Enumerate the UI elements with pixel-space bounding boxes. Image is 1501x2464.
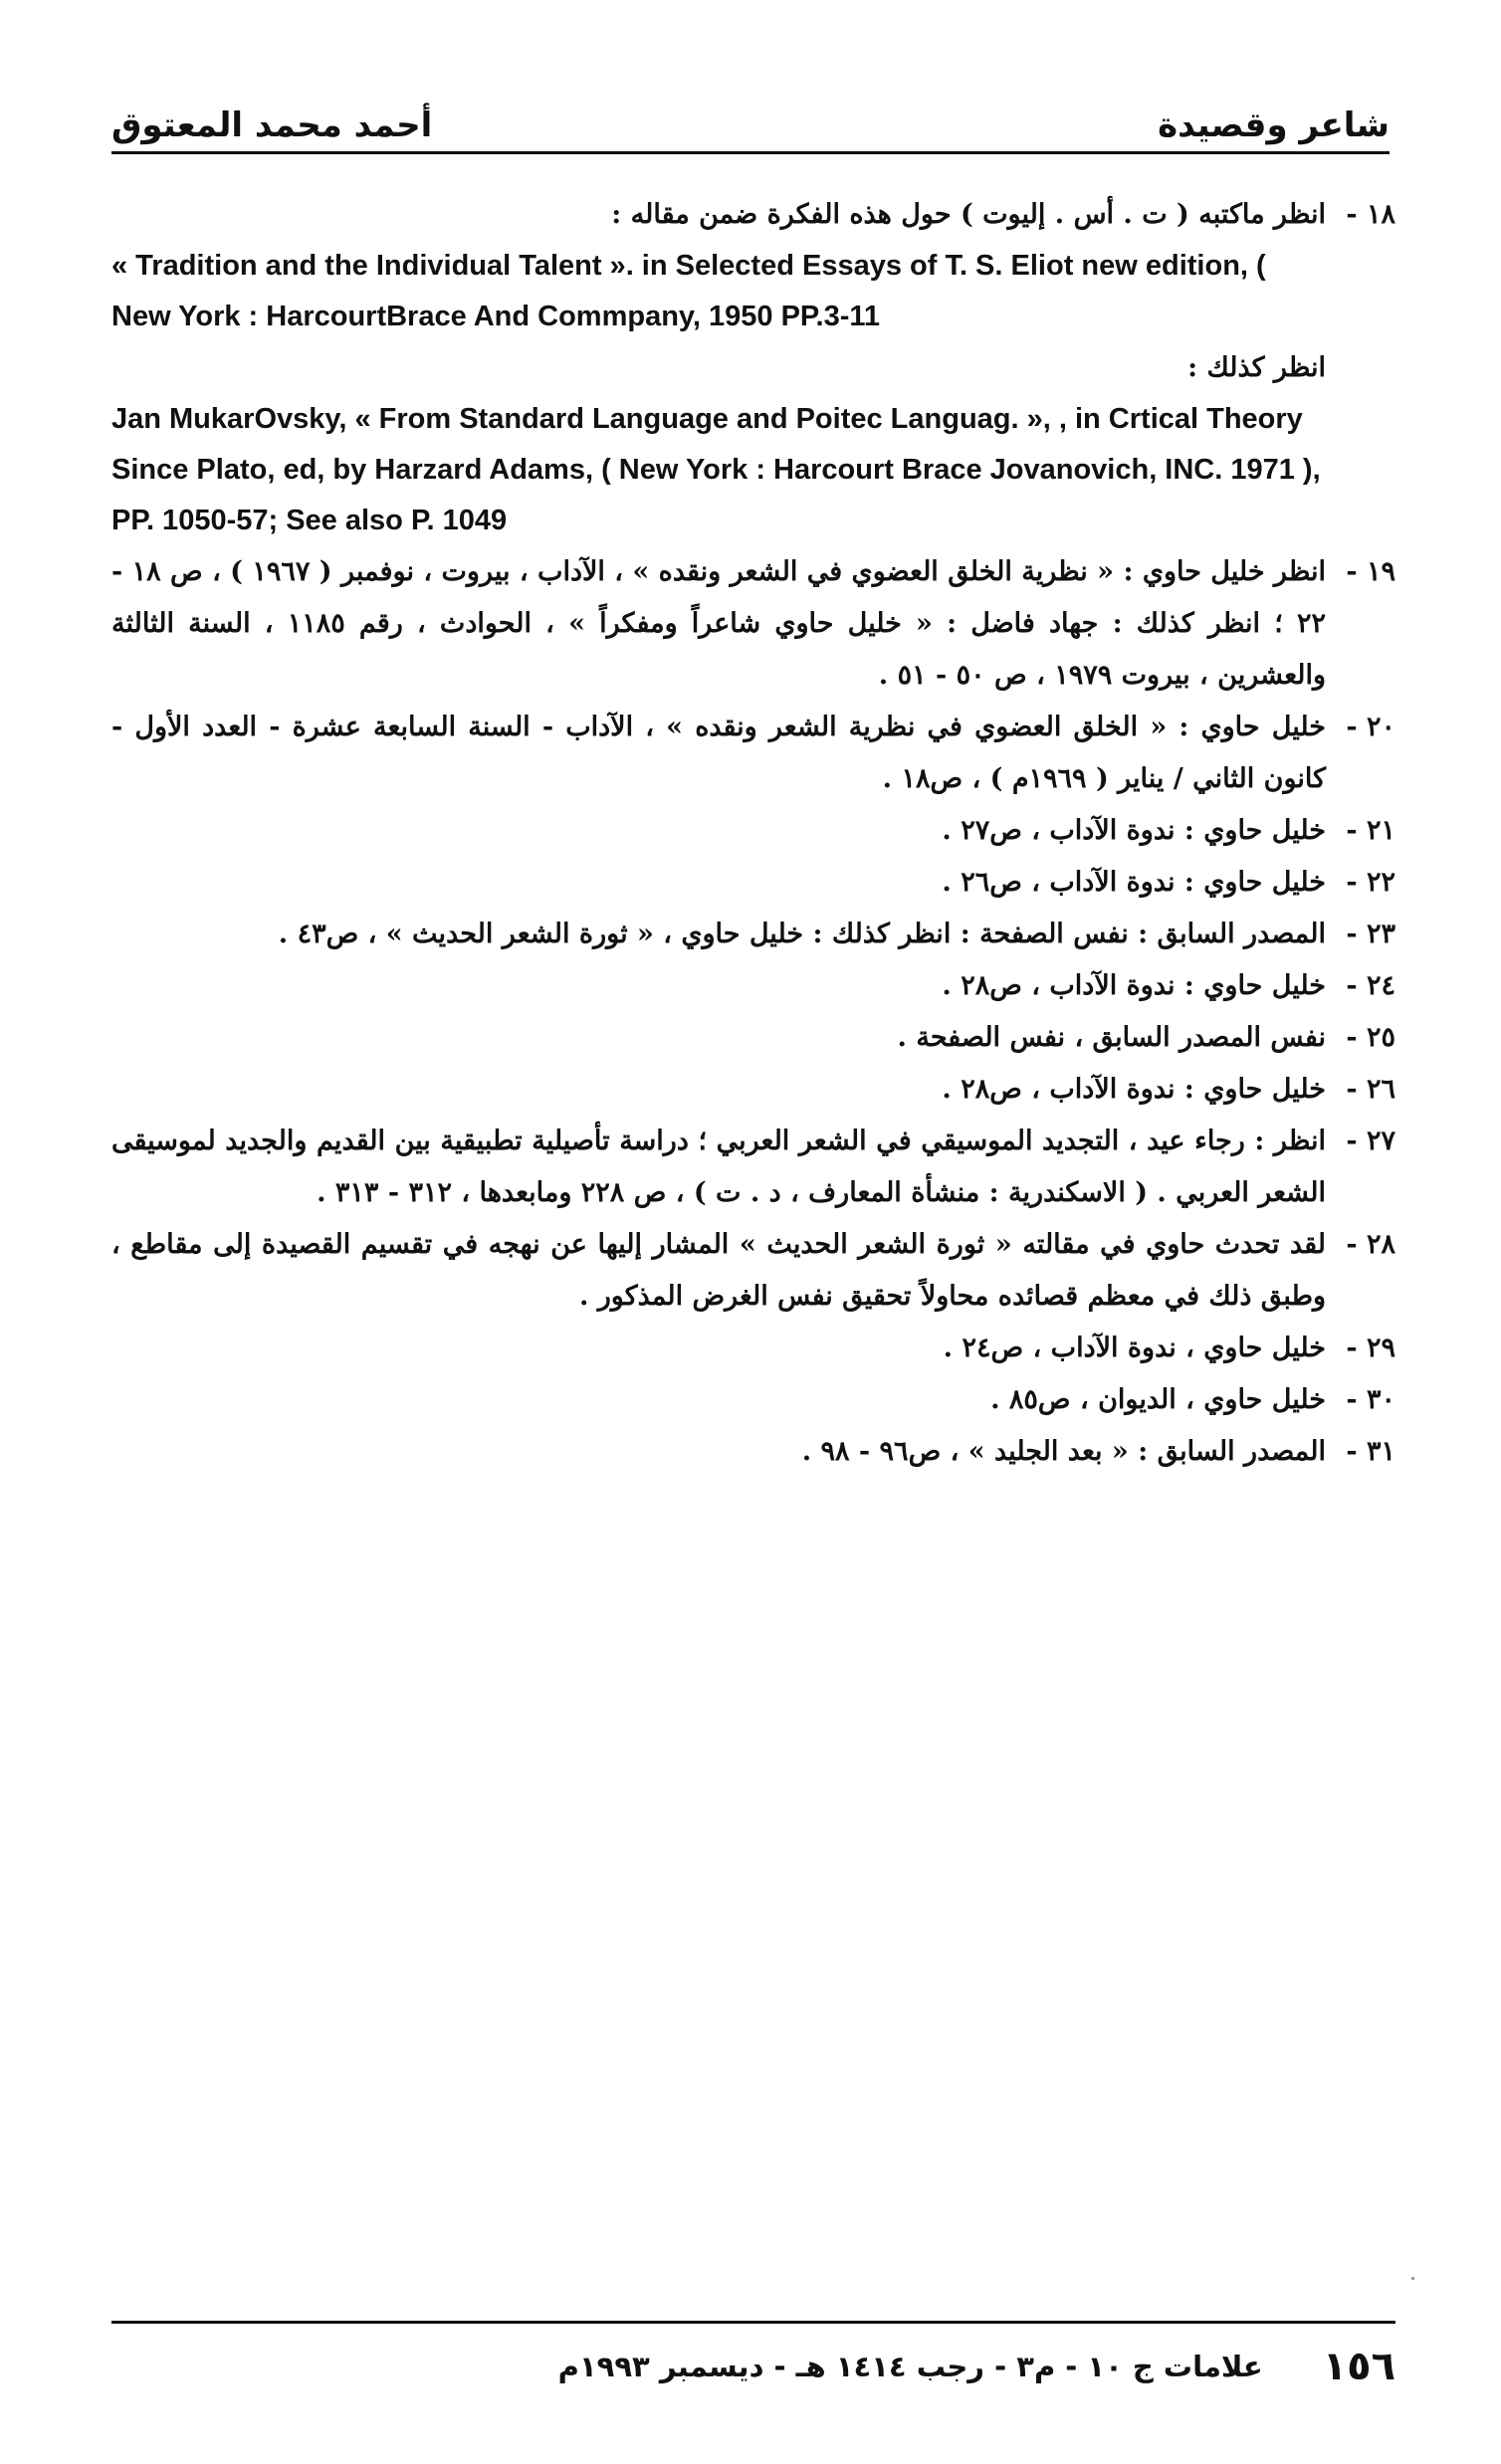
journal-citation: علامات ج ١٠ - م٣ - رجب ١٤١٤ هـ - ديسمبر ١٩٩٣م [557,2350,1263,2383]
note-number: ٢٠ - [1346,712,1395,742]
note-number: ٢٥ - [1346,1022,1395,1053]
note-23 [111,909,1395,960]
note-number: ٢٣ - [1346,919,1395,949]
note-number: ١٩ - [1346,556,1395,587]
note-text: خليل حاوي : « الخلق العضوي في نظرية الشعر ونقده » ، الآداب - السنة السابعة عشرة - العدد الأول - كانون الثاني / يناير ( ١٩٦٩م ) ، ص١٨ . [111,712,1326,794]
running-header [111,86,1390,154]
note-28 [111,1219,1395,1323]
note-number: ٢٦ - [1346,1074,1395,1105]
note-text: انظر خليل حاوي : « نظرية الخلق العضوي في الشعر ونقده » ، الآداب ، بيروت ، نوفمبر ( ١٩٦٧ ) ، ص ١٨ - ٢٢ ؛ انظر كذلك : جهاد فاضل : « خليل حاوي شاعراً ومفكراً » ، الحوادث ، رقم ١١٨٥ ، السنة الثالثة والعشرين ، بيروت ١٩٧٩ ، ص ٥٠ - ٥١ . [111,556,1326,691]
note-text: خليل حاوي ، ندوة الآداب ، ص٢٤ . [943,1333,1326,1363]
header-author: أحمد محمد المعتوق [111,105,433,145]
note-18-see-also: انظر كذلك : [1187,352,1326,383]
note-number: ٢٤ - [1346,970,1395,1001]
header-section-title: شاعر وقصيدة [1158,105,1390,145]
note-19 [111,546,1395,702]
note-number: ١٨ - [1346,199,1395,230]
note-text: لقد تحدث حاوي في مقالته « ثورة الشعر الحديث » المشار إليها عن نهجه في تقسيم القصيدة إلى مقاطع ، وطبق ذلك في معظم قصائده محاولاً تحقيق نفس الغرض المذكور . [111,1229,1326,1312]
note-text: نفس المصدر السابق ، نفس الصفحة . [897,1022,1326,1053]
note-text: خليل حاوي : ندوة الآداب ، ص٢٦ . [942,867,1326,898]
note-number: ٣١ - [1346,1436,1395,1467]
note-18-citation-2: Jan MukarOvsky, « From Standard Language and Poitec Languag. », , in Crtical Theory Since Plato, ed, by Harzard Adams, ( New York : Harcourt Brace Jovanovich, INC. 1971 ), PP. 1050-57; See also P. 1049 [111,403,1321,536]
note-number: ٢١ - [1346,815,1395,846]
note-18-citation: « Tradition and the Individual Talent ». in Selected Essays of T. S. Eliot new edition, ( New York : HarcourtBrace And Commpany, 1950 PP.3-11 [111,250,1266,332]
scan-speck [1411,2277,1414,2280]
note-text: المصدر السابق : « بعد الجليد » ، ص٩٦ - ٩٨ . [801,1436,1326,1467]
note-26 [111,1064,1395,1116]
note-number: ٢٩ - [1346,1333,1395,1363]
note-29 [111,1323,1395,1374]
note-18 [111,189,1395,241]
endnotes [111,189,1395,1478]
note-text: خليل حاوي : ندوة الآداب ، ص٢٨ . [942,970,1326,1001]
note-number: ٢٧ - [1346,1126,1395,1156]
note-21 [111,805,1395,857]
note-27 [111,1116,1395,1219]
note-text: خليل حاوي : ندوة الآداب ، ص٢٧ . [942,815,1326,846]
note-25 [111,1012,1395,1064]
note-number: ٢٨ - [1346,1229,1395,1260]
running-footer [111,2321,1395,2389]
note-text: المصدر السابق : نفس الصفحة : انظر كذلك : خليل حاوي ، « ثورة الشعر الحديث » ، ص٤٣ . [278,919,1326,949]
note-text: انظر ماكتبه ( ت . أس . إليوت ) حول هذه الفكرة ضمن مقاله : [611,199,1326,230]
page-number: ١٥٦ [1322,2344,1395,2389]
note-20 [111,702,1395,805]
note-24 [111,960,1395,1012]
note-number: ٣٠ - [1346,1384,1395,1415]
note-text: انظر : رجاء عيد ، التجديد الموسيقي في الشعر العربي ؛ دراسة تأصيلية تطبيقية بين القديم والجديد لموسيقى الشعر العربي . ( الاسكندرية : منشأة المعارف ، د . ت ) ، ص ٢٢٨ ومابعدها ، ٣١٢ - ٣١٣ . [111,1126,1326,1208]
note-31 [111,1426,1395,1478]
note-30 [111,1374,1395,1426]
note-number: ٢٢ - [1346,867,1395,898]
note-text: خليل حاوي : ندوة الآداب ، ص٢٨ . [942,1074,1326,1105]
note-22 [111,857,1395,909]
note-text: خليل حاوي ، الديوان ، ص٨٥ . [990,1384,1326,1415]
